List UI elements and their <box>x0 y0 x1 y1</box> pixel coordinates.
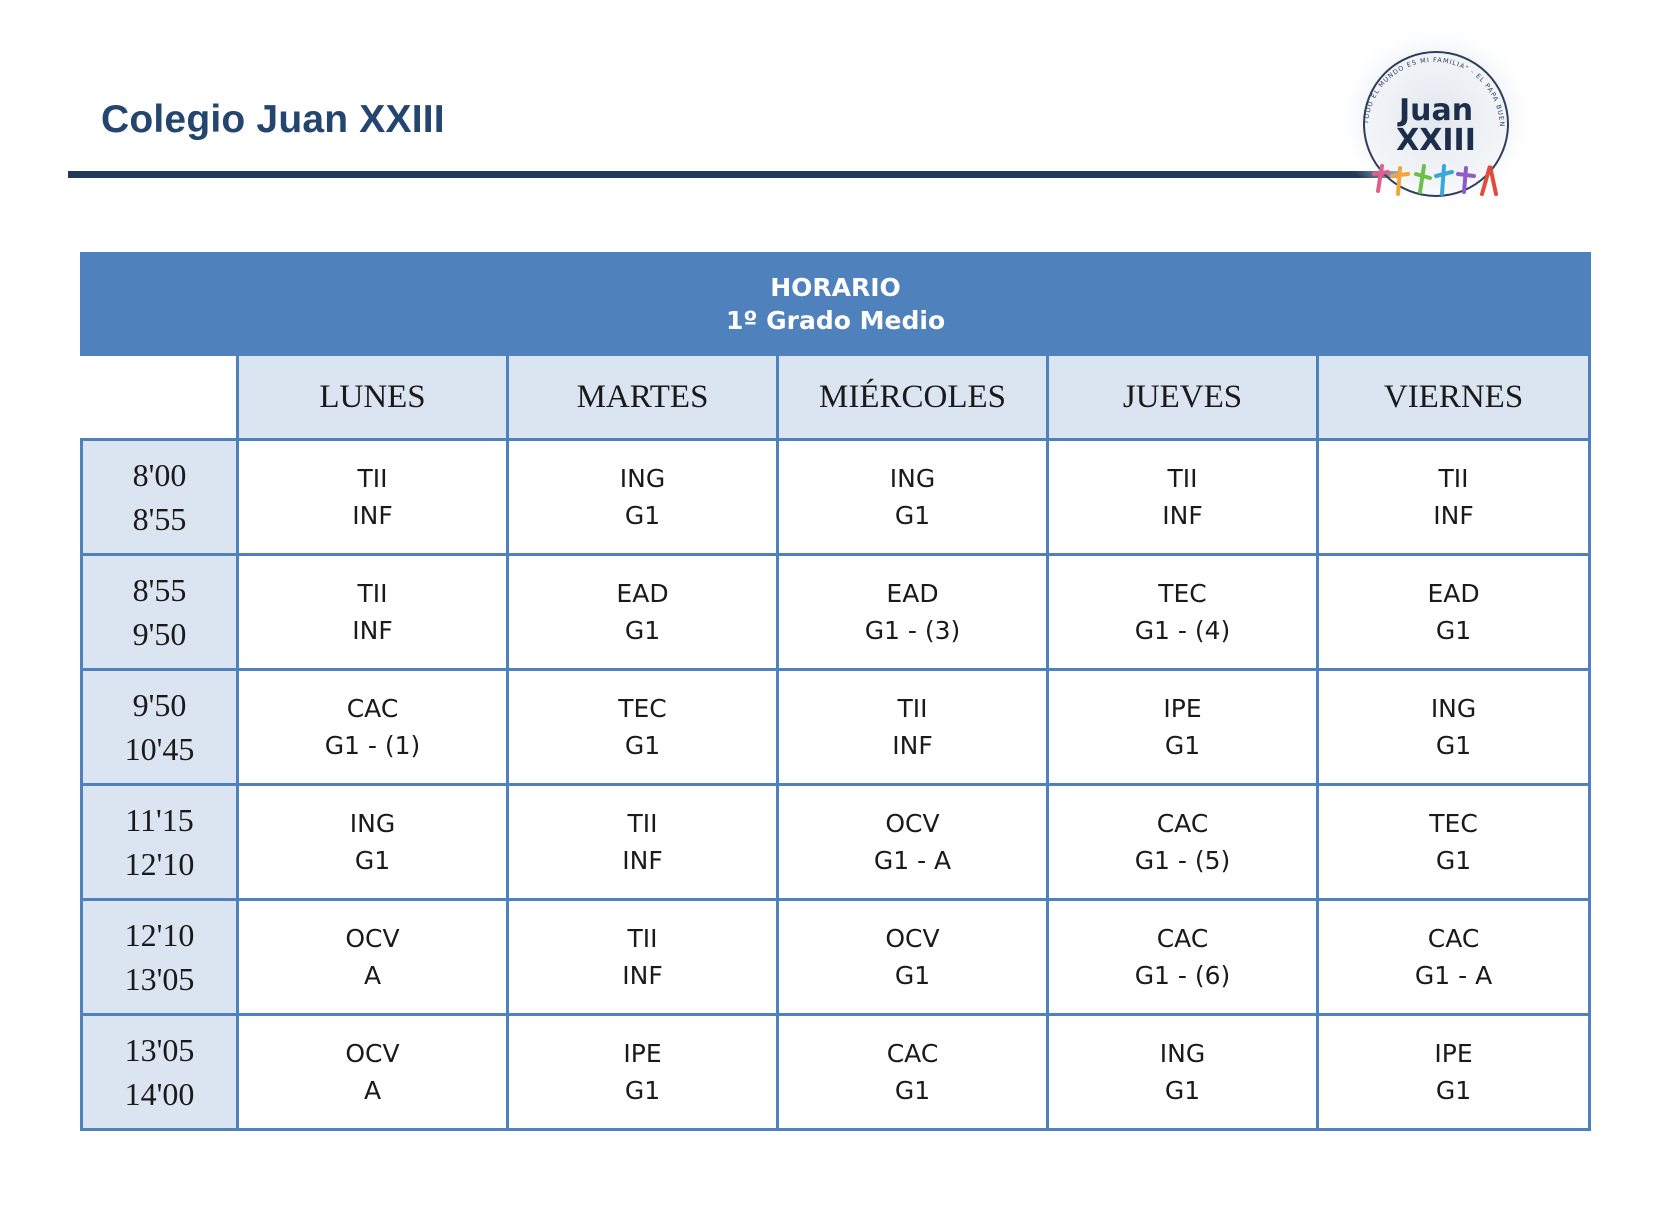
table-row <box>82 1015 1590 1130</box>
group-room: G1 <box>1164 1076 1201 1105</box>
group-room: INF <box>622 846 663 875</box>
subject-code: IPE <box>1163 694 1202 723</box>
group-room: G1 <box>624 731 661 760</box>
class-slot-cell <box>778 440 1048 555</box>
subject-code: TII <box>627 809 658 838</box>
class-slot-cell <box>238 670 508 785</box>
class-slot-cell <box>778 900 1048 1015</box>
table-row <box>82 670 1590 785</box>
subject-code: ING <box>1159 1039 1206 1068</box>
group-room: G1 <box>894 1076 931 1105</box>
class-slot-cell <box>1318 1015 1590 1130</box>
schedule-table <box>80 252 1588 1135</box>
subject-code: IPE <box>623 1039 662 1068</box>
logo-motto: "TODO EL MUNDO ES MI FAMILIA" - EL PAPA BUEN <box>1361 55 1507 129</box>
group-room: INF <box>622 961 663 990</box>
table-row <box>82 555 1590 670</box>
time-end: 13'05 <box>124 961 195 997</box>
time-slot-cell <box>82 900 238 1015</box>
group-room: INF <box>892 731 933 760</box>
group-room: G1 - (3) <box>864 616 961 645</box>
time-end: 12'10 <box>124 846 195 882</box>
class-slot-cell <box>1318 785 1590 900</box>
class-slot-cell <box>238 900 508 1015</box>
class-slot-cell <box>508 900 778 1015</box>
class-slot-cell <box>778 785 1048 900</box>
header-divider <box>68 171 1398 178</box>
group-room: G1 <box>894 501 931 530</box>
page-title: Colegio Juan XXIII <box>101 98 445 141</box>
group-room: G1 <box>1435 731 1472 760</box>
class-slot-cell <box>238 1015 508 1130</box>
group-room: INF <box>352 616 393 645</box>
subject-code: TII <box>897 694 928 723</box>
time-start: 9'50 <box>132 687 187 723</box>
logo-wordmark-bottom: XXIII <box>1396 123 1476 158</box>
class-slot-cell <box>508 670 778 785</box>
time-start: 11'15 <box>125 802 194 838</box>
class-slot-cell <box>508 785 778 900</box>
group-room: INF <box>1162 501 1203 530</box>
group-room: G1 <box>894 961 931 990</box>
class-slot-cell <box>778 555 1048 670</box>
day-header: MARTES <box>508 355 778 440</box>
time-slot-cell <box>82 670 238 785</box>
time-end: 8'55 <box>132 501 187 537</box>
school-logo <box>1330 16 1540 216</box>
class-slot-cell <box>1048 670 1318 785</box>
time-slot-cell <box>82 785 238 900</box>
group-room: G1 <box>1435 846 1472 875</box>
day-header: MIÉRCOLES <box>778 355 1048 440</box>
day-header: VIERNES <box>1318 355 1590 440</box>
class-slot-cell <box>238 440 508 555</box>
table-row <box>82 785 1590 900</box>
time-slot-cell <box>82 1015 238 1130</box>
time-end: 14'00 <box>124 1076 195 1112</box>
subject-code: ING <box>1430 694 1477 723</box>
subject-code: TII <box>357 464 388 493</box>
class-slot-cell <box>508 1015 778 1130</box>
group-room: A <box>363 961 382 990</box>
corner-cell <box>82 355 238 440</box>
group-room: G1 - (4) <box>1134 616 1231 645</box>
class-slot-cell <box>1048 555 1318 670</box>
class-slot-cell <box>1318 670 1590 785</box>
time-start: 8'00 <box>132 457 187 493</box>
subject-code: OCV <box>345 924 400 953</box>
subject-code: TII <box>1438 464 1469 493</box>
class-slot-cell <box>778 1015 1048 1130</box>
subject-code: TII <box>627 924 658 953</box>
class-slot-cell <box>508 555 778 670</box>
table-row <box>82 900 1590 1015</box>
subject-code: ING <box>889 464 936 493</box>
subject-code: TII <box>357 579 388 608</box>
group-room: G1 - A <box>1414 961 1493 990</box>
group-room: G1 <box>1435 616 1472 645</box>
time-start: 8'55 <box>132 572 187 608</box>
time-start: 13'05 <box>124 1032 195 1068</box>
time-slot-cell <box>82 555 238 670</box>
class-slot-cell <box>238 785 508 900</box>
time-end: 9'50 <box>132 616 187 652</box>
class-slot-cell <box>1048 900 1318 1015</box>
schedule-title: HORARIO <box>770 273 901 302</box>
class-slot-cell <box>1318 555 1590 670</box>
group-room: G1 <box>354 846 391 875</box>
subject-code: OCV <box>345 1039 400 1068</box>
class-slot-cell <box>778 670 1048 785</box>
day-header: LUNES <box>238 355 508 440</box>
class-slot-cell <box>1318 900 1590 1015</box>
group-room: G1 - (5) <box>1134 846 1231 875</box>
class-slot-cell <box>1048 440 1318 555</box>
subject-code: CAC <box>1427 924 1480 953</box>
class-slot-cell <box>508 440 778 555</box>
time-slot-cell <box>82 440 238 555</box>
group-room: G1 <box>624 616 661 645</box>
subject-code: EAD <box>886 579 939 608</box>
subject-code: CAC <box>886 1039 939 1068</box>
group-room: G1 - (6) <box>1134 961 1231 990</box>
subject-code: EAD <box>1427 579 1480 608</box>
group-room: G1 - (1) <box>324 731 421 760</box>
table-row <box>82 440 1590 555</box>
subject-code: CAC <box>346 694 399 723</box>
group-room: A <box>363 1076 382 1105</box>
class-slot-cell <box>1048 785 1318 900</box>
group-room: G1 <box>1164 731 1201 760</box>
group-room: INF <box>352 501 393 530</box>
schedule-subtitle: 1º Grado Medio <box>725 306 946 335</box>
time-start: 12'10 <box>124 917 195 953</box>
group-room: G1 <box>624 1076 661 1105</box>
subject-code: OCV <box>885 924 940 953</box>
subject-code: CAC <box>1156 809 1209 838</box>
subject-code: TII <box>1167 464 1198 493</box>
class-slot-cell <box>238 555 508 670</box>
subject-code: IPE <box>1434 1039 1473 1068</box>
subject-code: ING <box>349 809 396 838</box>
day-header-row <box>82 355 1590 440</box>
class-slot-cell <box>1318 440 1590 555</box>
subject-code: TEC <box>1429 809 1478 838</box>
time-end: 10'45 <box>124 731 195 767</box>
subject-code: EAD <box>616 579 669 608</box>
logo-wordmark-top: Juan <box>1398 93 1474 128</box>
subject-code: TEC <box>618 694 667 723</box>
subject-code: CAC <box>1156 924 1209 953</box>
group-room: INF <box>1433 501 1474 530</box>
group-room: G1 <box>624 501 661 530</box>
subject-code: ING <box>619 464 666 493</box>
subject-code: OCV <box>885 809 940 838</box>
schedule-banner <box>82 254 1590 355</box>
group-room: G1 <box>1435 1076 1472 1105</box>
subject-code: TEC <box>1158 579 1207 608</box>
group-room: G1 - A <box>873 846 952 875</box>
class-slot-cell <box>1048 1015 1318 1130</box>
day-header: JUEVES <box>1048 355 1318 440</box>
